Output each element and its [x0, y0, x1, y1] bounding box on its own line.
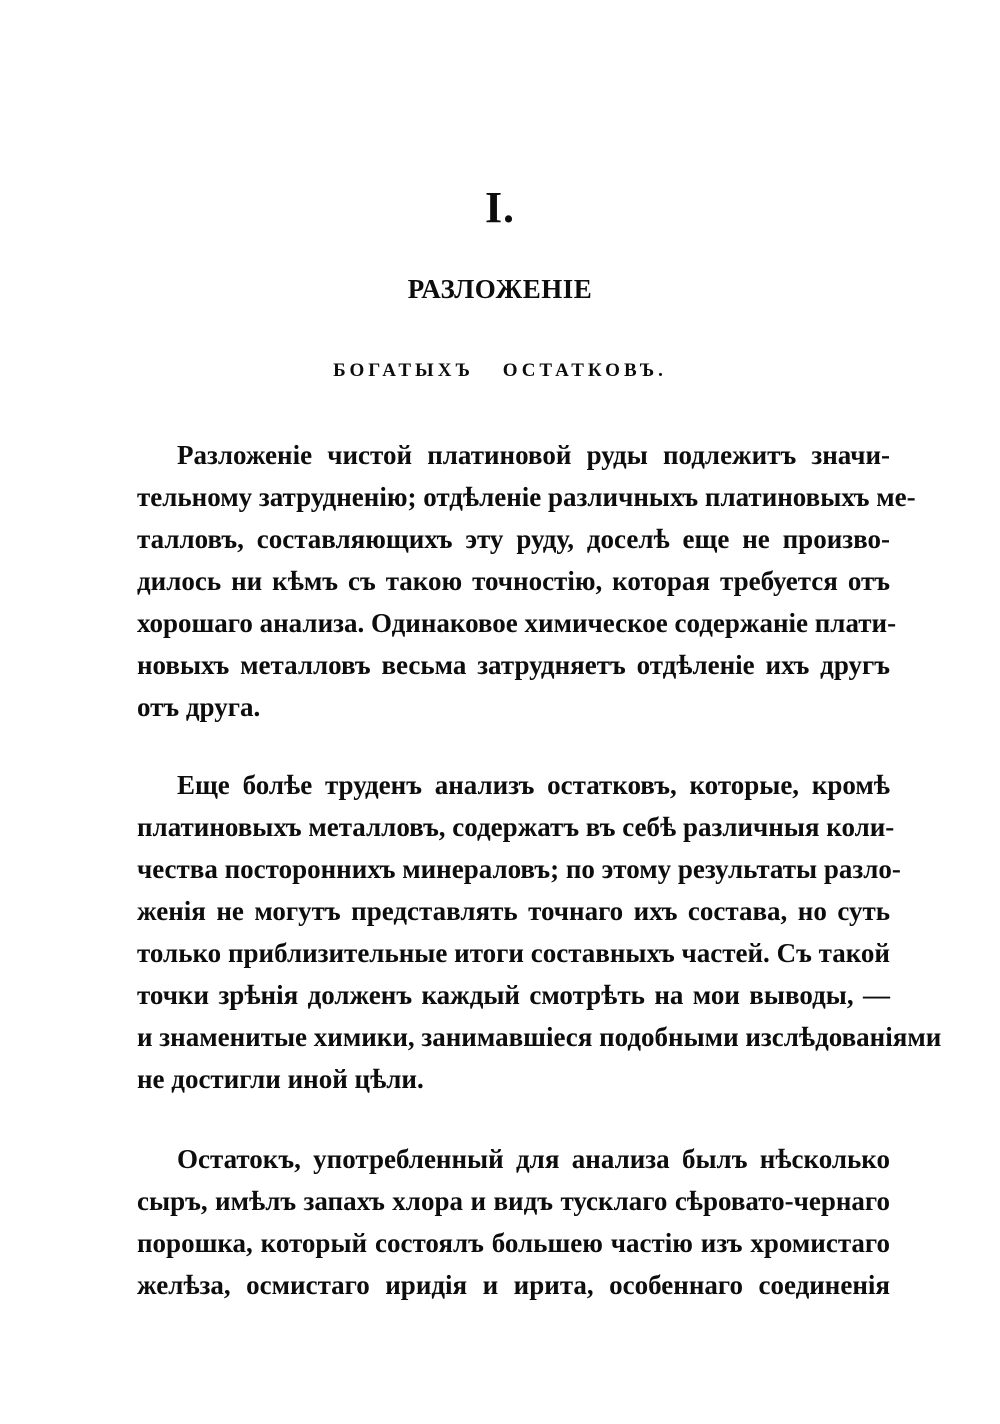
- text-line: отъ друга.: [137, 692, 261, 722]
- chapter-subtitle: БОГАТЫХЪ ОСТАТКОВЪ.: [333, 360, 667, 381]
- paragraph-3: [137, 1138, 890, 1306]
- text-line: Разложеніе чистой платиновой руды подлежитъ значи-: [177, 440, 890, 470]
- chapter-title: РАЗЛОЖЕНІЕ: [407, 274, 593, 304]
- text-line: Еще болѣе труденъ анализъ остатковъ, которые, кромѣ: [177, 770, 890, 800]
- text-line: платиновыхъ металловъ, содержатъ въ себѣ различныя коли-: [137, 812, 895, 842]
- text-line: талловъ, составляющихъ эту руду, доселѣ еще не произво-: [137, 524, 890, 554]
- text-line: только приблизительные итоги составныхъ частей. Съ такой: [137, 938, 890, 968]
- text-line: чества постороннихъ минераловъ; по этому результаты разло-: [137, 854, 901, 884]
- text-line: сыръ, имѣлъ запахъ хлора и видъ тусклаго сѣровато-чернаго: [137, 1186, 890, 1216]
- text-line: дилось ни кѣмъ съ такою точностію, которая требуется отъ: [137, 566, 890, 596]
- text-line: порошка, который состоялъ большею частію изъ хромистаго: [137, 1228, 890, 1258]
- text-line: точки зрѣнія долженъ каждый смотрѣть на мои выводы, —: [137, 980, 890, 1010]
- text-line: желѣза, осмистаго иридія и ирита, особеннаго соединенія: [137, 1270, 890, 1300]
- text-line: Остатокъ, употребленный для анализа былъ нѣсколько: [177, 1144, 890, 1174]
- paragraph-1: [137, 434, 916, 728]
- text-line: новыхъ металловъ весьма затрудняетъ отдѣленіе ихъ другъ: [137, 650, 890, 680]
- text-line: не достигли иной цѣли.: [137, 1064, 424, 1094]
- text-line: хорошаго анализа. Одинаковое химическое содержаніе плати-: [137, 608, 897, 638]
- text-line: тельному затрудненію; отдѣленіе различныхъ платиновыхъ ме-: [137, 482, 916, 512]
- paragraph-2: [137, 764, 942, 1100]
- text-line: и знаменитые химики, занимавшіеся подобными изслѣдованіями: [137, 1022, 942, 1052]
- chapter-number: I.: [484, 183, 516, 232]
- text-line: женія не могутъ представлять точнаго ихъ состава, но суть: [137, 896, 890, 926]
